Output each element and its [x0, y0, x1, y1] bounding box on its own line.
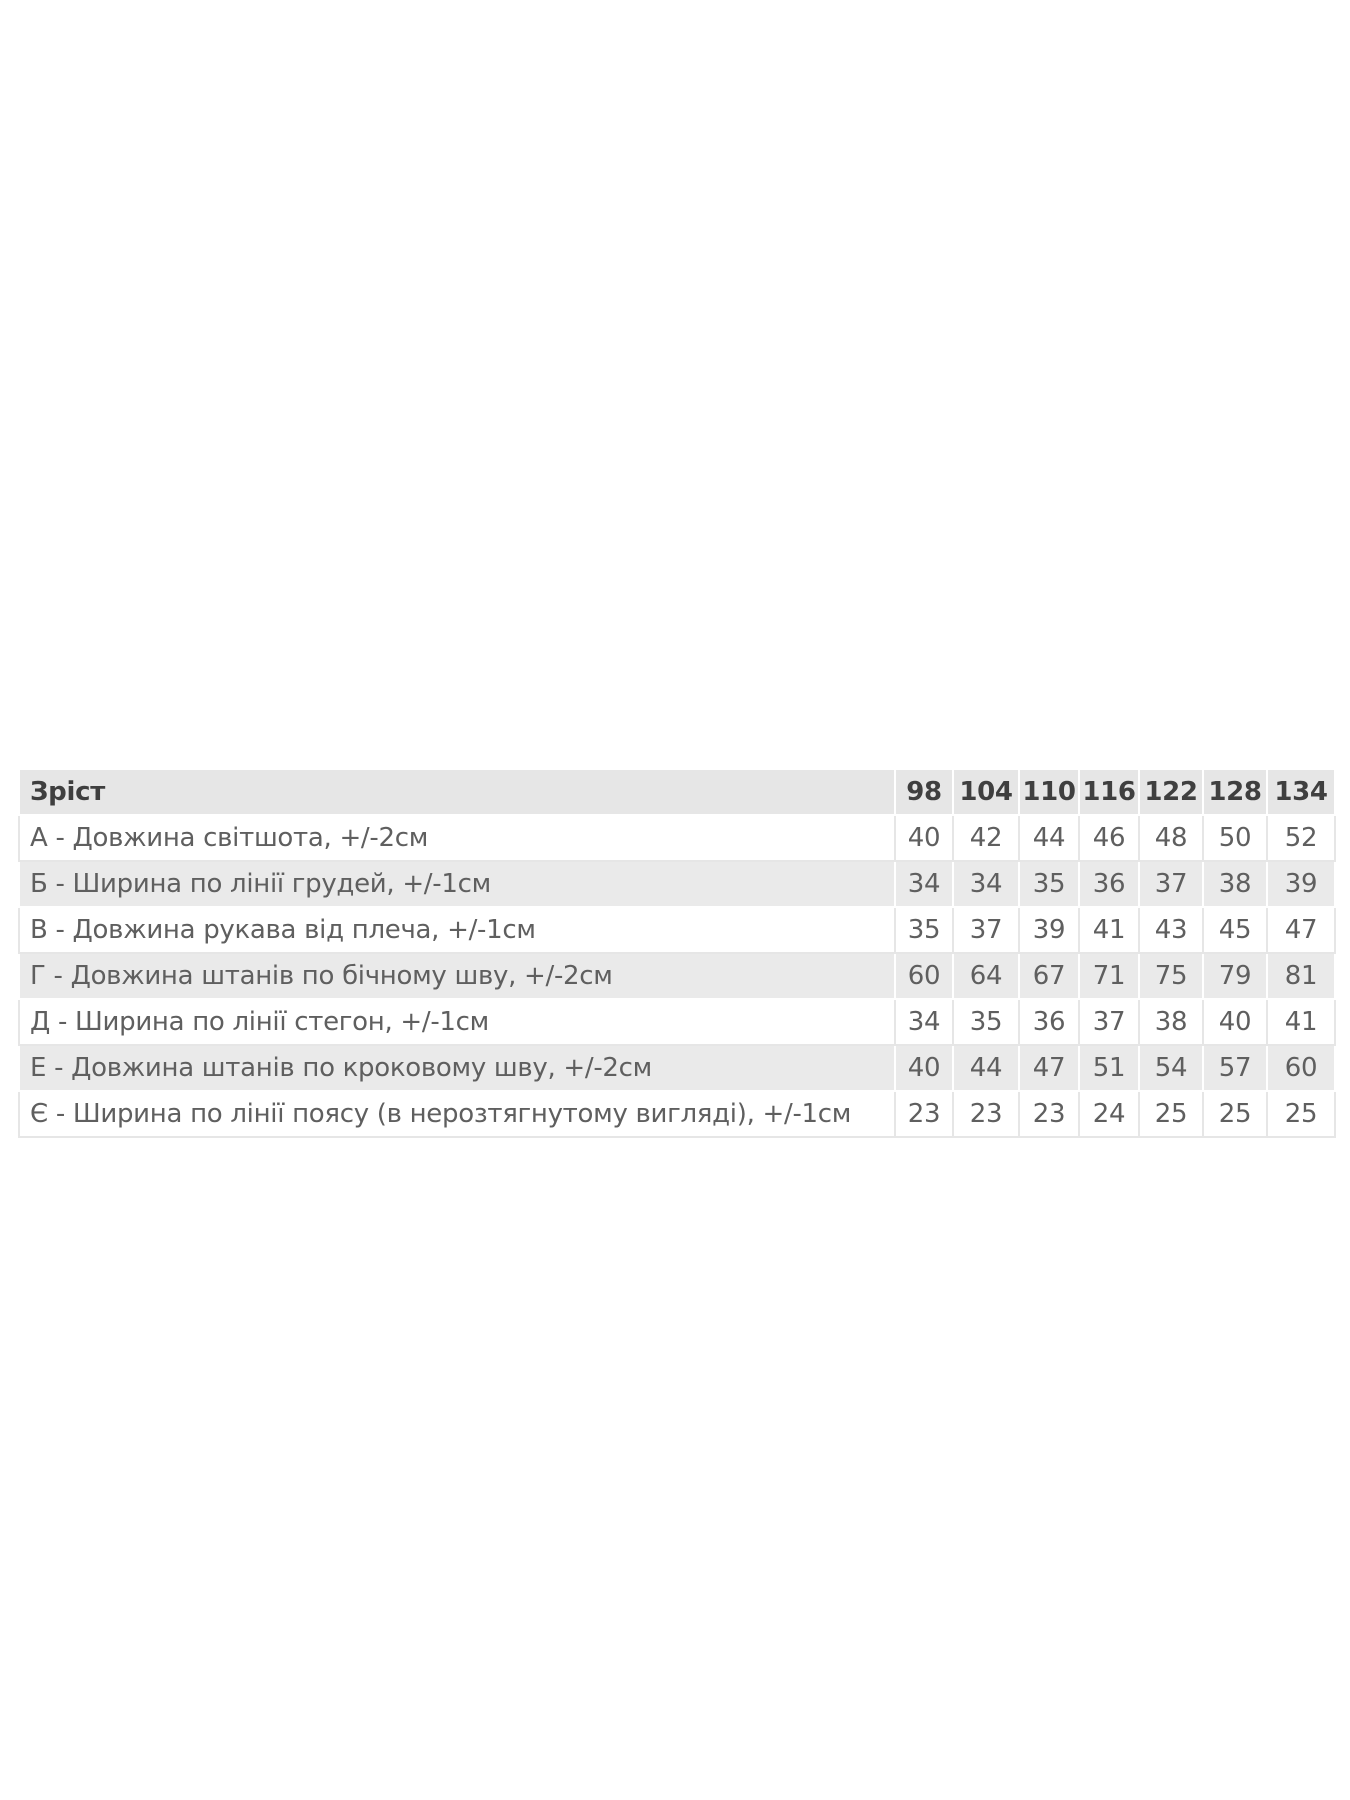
header-size-128: 128	[1203, 769, 1267, 815]
table-cell: 43	[1139, 907, 1203, 953]
table-cell: 40	[895, 1045, 953, 1091]
table-cell: 23	[953, 1091, 1019, 1137]
table-cell: 75	[1139, 953, 1203, 999]
row-label: А - Довжина світшота, +/-2см	[19, 815, 895, 861]
table-cell: 54	[1139, 1045, 1203, 1091]
header-size-104: 104	[953, 769, 1019, 815]
size-chart-table	[18, 768, 1336, 1138]
table-cell: 37	[1079, 999, 1139, 1045]
table-cell: 44	[1019, 815, 1079, 861]
table-cell: 36	[1019, 999, 1079, 1045]
table-cell: 48	[1139, 815, 1203, 861]
table-cell: 25	[1139, 1091, 1203, 1137]
table-cell: 60	[1267, 1045, 1335, 1091]
table-body	[19, 815, 1335, 1137]
table-cell: 45	[1203, 907, 1267, 953]
table-cell: 67	[1019, 953, 1079, 999]
table-cell: 64	[953, 953, 1019, 999]
table-cell: 40	[895, 815, 953, 861]
table-row	[19, 953, 1335, 999]
table-cell: 37	[953, 907, 1019, 953]
table-cell: 50	[1203, 815, 1267, 861]
table-cell: 51	[1079, 1045, 1139, 1091]
table-cell: 40	[1203, 999, 1267, 1045]
table-cell: 47	[1019, 1045, 1079, 1091]
table-cell: 38	[1139, 999, 1203, 1045]
header-size-116: 116	[1079, 769, 1139, 815]
table-cell: 34	[895, 861, 953, 907]
table-cell: 25	[1267, 1091, 1335, 1137]
table-row	[19, 999, 1335, 1045]
row-label: В - Довжина рукава від плеча, +/-1см	[19, 907, 895, 953]
table-row	[19, 815, 1335, 861]
table-cell: 37	[1139, 861, 1203, 907]
table-cell: 34	[953, 861, 1019, 907]
table-cell: 23	[895, 1091, 953, 1137]
table-cell: 81	[1267, 953, 1335, 999]
table-cell: 42	[953, 815, 1019, 861]
table-cell: 44	[953, 1045, 1019, 1091]
table-cell: 25	[1203, 1091, 1267, 1137]
table-cell: 23	[1019, 1091, 1079, 1137]
header-size-98: 98	[895, 769, 953, 815]
row-label: Д - Ширина по лінії стегон, +/-1см	[19, 999, 895, 1045]
row-label: Г - Довжина штанів по бічному шву, +/-2см	[19, 953, 895, 999]
table-cell: 46	[1079, 815, 1139, 861]
table-cell: 36	[1079, 861, 1139, 907]
header-size-122: 122	[1139, 769, 1203, 815]
table-cell: 60	[895, 953, 953, 999]
table-cell: 39	[1019, 907, 1079, 953]
table-cell: 47	[1267, 907, 1335, 953]
row-label: Е - Довжина штанів по кроковому шву, +/-2см	[19, 1045, 895, 1091]
table-cell: 41	[1267, 999, 1335, 1045]
table-cell: 35	[895, 907, 953, 953]
table-cell: 38	[1203, 861, 1267, 907]
table-cell: 41	[1079, 907, 1139, 953]
header-size-110: 110	[1019, 769, 1079, 815]
table-cell: 57	[1203, 1045, 1267, 1091]
table-header	[19, 769, 1335, 815]
table-cell: 35	[953, 999, 1019, 1045]
header-label-height: Зріст	[19, 769, 895, 815]
header-row	[19, 769, 1335, 815]
table-row	[19, 1091, 1335, 1137]
table-cell: 79	[1203, 953, 1267, 999]
header-size-134: 134	[1267, 769, 1335, 815]
row-label: Є - Ширина по лінії поясу (в нерозтягнутому вигляді), +/-1см	[19, 1091, 895, 1137]
table-cell: 52	[1267, 815, 1335, 861]
table-cell: 35	[1019, 861, 1079, 907]
row-label: Б - Ширина по лінії грудей, +/-1см	[19, 861, 895, 907]
table-row	[19, 861, 1335, 907]
table-cell: 39	[1267, 861, 1335, 907]
table-cell: 24	[1079, 1091, 1139, 1137]
table-row	[19, 1045, 1335, 1091]
table-cell: 34	[895, 999, 953, 1045]
table-cell: 71	[1079, 953, 1139, 999]
table-row	[19, 907, 1335, 953]
